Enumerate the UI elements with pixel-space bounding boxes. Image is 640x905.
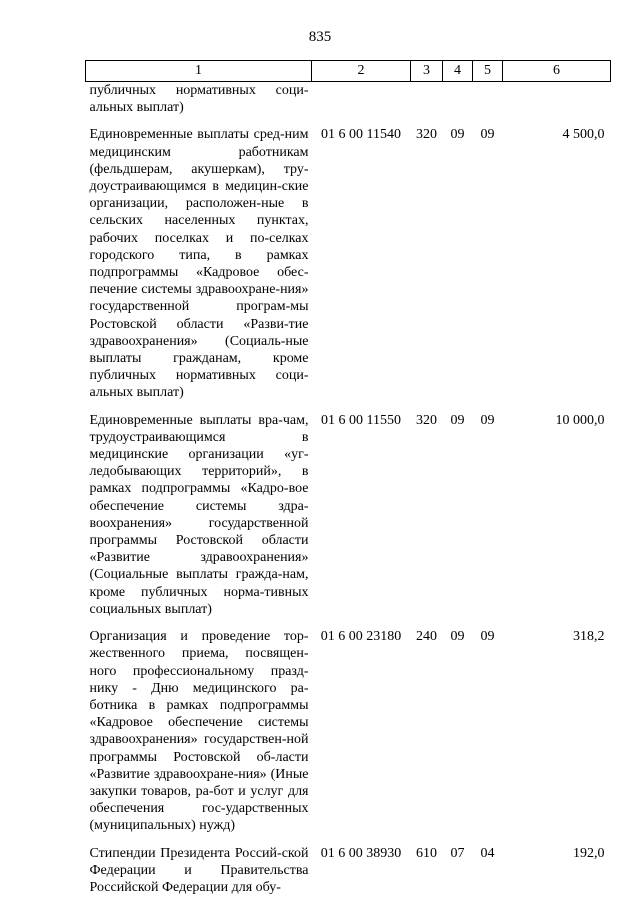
row-expense-type: 320 (416, 412, 437, 428)
table-row (86, 402, 611, 618)
header-col-5: 5 (473, 61, 503, 82)
row-description: Единовременные выплаты вра-чам, трудоустраивающимся в медицинские организации «уг-ледобывающих территорий», в рамках подпрограммы «Кадро-вое обеспечение системы здра-воохранения» государственной программы Ростовской области «Развитие здравоохранения» (Социальные выплаты гражда-нам, кроме публичных норма-тивных социальных выплат) (89, 412, 309, 617)
row-subsection: 09 (480, 629, 495, 645)
header-col-4: 4 (443, 61, 473, 82)
row-subsection: 09 (480, 412, 495, 428)
row-description: Единовременные выплаты сред-ним медицинским работникам (фельдшерам, акушеркам), тру-доустраивающимся в медицин-ские организации, расположен-ные в сельских населенных пунктах, рабочих поселках и по-селках городского типа, в рамках подпрограммы «Кадровое обес-печение системы здравоохране-ния» государственной програм-мы Ростовской области «Разви-тие здравоохранения» (Социаль-ные выплаты гражданам, кроме публичных нормативных соци-альных выплат) (89, 127, 309, 401)
table-header-row (86, 61, 611, 82)
row-description: публичных нормативных соци-альных выплат) (89, 83, 309, 116)
header-col-2: 2 (312, 61, 411, 82)
row-expense-type (411, 82, 443, 117)
row-section (443, 82, 473, 117)
row-amount: 4 500,0 (562, 127, 605, 143)
header-col-3: 3 (411, 61, 443, 82)
header-col-6: 6 (503, 61, 611, 82)
row-expense-type: 610 (416, 845, 437, 861)
table-row (86, 116, 611, 401)
row-code: 01 6 00 11540 (321, 127, 401, 143)
row-section: 09 (450, 412, 465, 428)
row-subsection: 04 (480, 845, 495, 861)
row-code: 01 6 00 23180 (320, 629, 402, 645)
row-description: Организация и проведение тор-жественного приема, посвящен-ного профессиональному празд-нику - Дню медицинского ра-ботника в рамках подпрограммы «Кадровое обеспечение системы здравоохранения» государствен-ной программы Ростовской об-ласти «Развитие здравоохране-ния» (Иные закупки товаров, ра-бот и услуг для обеспечения гос-ударственных (муниципальных) нужд) (89, 629, 309, 834)
row-amount: 192,0 (573, 845, 605, 861)
row-description: Стипендии Президента Россий-ской Федерации и Правительства Российской Федерации для обу- (89, 845, 309, 895)
row-subsection: 09 (480, 127, 495, 143)
row-expense-type: 240 (416, 629, 437, 645)
budget-table (85, 60, 611, 896)
row-subsection (473, 82, 503, 117)
row-expense-type: 320 (416, 127, 437, 143)
table-row (86, 618, 611, 834)
row-amount: 318,2 (573, 629, 605, 645)
row-section: 07 (450, 845, 465, 861)
row-code: 01 6 00 11550 (321, 412, 401, 428)
table-row (86, 835, 611, 897)
table-row (86, 82, 611, 117)
header-col-1: 1 (86, 61, 312, 82)
row-amount: 10 000,0 (555, 412, 605, 428)
page-number: 835 (308, 29, 332, 45)
row-code: 01 6 00 38930 (320, 845, 402, 861)
row-section: 09 (450, 127, 465, 143)
row-section: 09 (450, 629, 465, 645)
row-code (312, 82, 411, 117)
row-amount (503, 82, 611, 117)
